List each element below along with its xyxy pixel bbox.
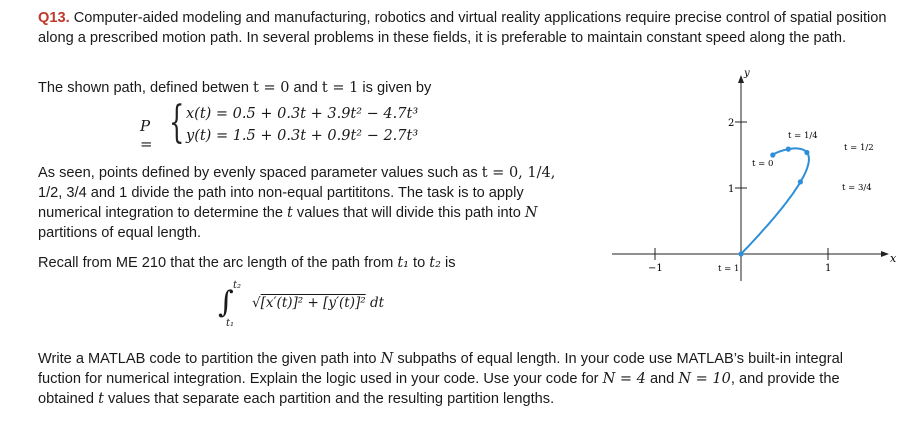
- path-def-t0: t = 0: [253, 80, 290, 96]
- path-points: [738, 147, 809, 257]
- task-l3-post: values that separate each partition and the resulting partition lengths.: [103, 391, 555, 407]
- path-figure: [600, 68, 900, 283]
- integrand-body: [x′(t)]² + [y′(t)]²: [260, 295, 366, 311]
- question-intro-text: Computer-aided modeling and manufacturing, robotics and virtual reality applications require precise control of spatial position along a prescribed motion path. In several problems in these fields, it is preferable to maintain constant speed along the path.: [38, 10, 887, 46]
- equation-brace: {: [169, 97, 185, 148]
- task-l2-n10: N = 10: [678, 371, 731, 387]
- partition-l1-math: t = 0, 1/4,: [481, 165, 556, 181]
- task-l2-pre: fuction for numerical integration. Explain the logic used in your code. Use your code for: [38, 371, 603, 387]
- arc-length-integral: [218, 280, 438, 333]
- task-l1-post: subpaths of equal length. In your code use MATLAB’s built-in integral: [393, 351, 843, 367]
- x-axis-label: x: [890, 252, 897, 265]
- path-def-and: and: [289, 80, 322, 96]
- partition-l2: 1/2, 3/4 and 1 divide the path into non-equal partititons. The task is to apply: [38, 185, 524, 201]
- question-number: Q13.: [38, 10, 70, 26]
- recall-t2: t₂: [429, 255, 441, 271]
- path-point-3: [798, 179, 803, 184]
- partition-paragraph: [38, 163, 598, 243]
- task-l3-t: t: [98, 391, 104, 407]
- integral-sign: ∫: [218, 285, 234, 320]
- tick-label-x-neg1: −1: [648, 263, 663, 274]
- question-intro: [38, 8, 898, 48]
- label-t1: t = 1: [718, 264, 740, 274]
- integrand: [252, 295, 384, 311]
- recall-pre: Recall from ME 210 that the arc length of the path from: [38, 255, 398, 271]
- label-t0: t = 0: [752, 159, 774, 169]
- recall-post: is: [440, 255, 456, 271]
- label-t34: t = 3/4: [842, 183, 872, 193]
- path-def-post: is given by: [358, 80, 432, 96]
- recall-mid: to: [409, 255, 430, 271]
- path-point-4: [738, 251, 743, 256]
- partition-l3-mid: values that will divide this path into: [292, 205, 525, 221]
- task-paragraph: [38, 349, 898, 409]
- partition-l4: partitions of equal length.: [38, 225, 202, 241]
- path-def-t1: t = 1: [321, 80, 359, 96]
- task-l3-pre: obtained: [38, 391, 99, 407]
- label-t12: t = 1/2: [844, 143, 874, 153]
- path-point-1: [786, 147, 791, 152]
- equation-lhs: P =: [140, 117, 153, 153]
- tick-label-x-1: 1: [825, 263, 832, 274]
- label-t14: t = 1/4: [788, 131, 818, 141]
- recall-sentence: [38, 253, 456, 273]
- task-l2-n4: N = 4: [602, 371, 646, 387]
- path-def-pre: The shown path, defined betwen: [38, 80, 254, 96]
- partition-l1: As seen, points defined by evenly spaced parameter values such as: [38, 165, 482, 181]
- sqrt-sign: √: [252, 295, 261, 311]
- tick-label-y-2: 2: [728, 118, 735, 129]
- integrand-dt: dt: [365, 295, 385, 311]
- task-l1-n: N: [380, 351, 394, 367]
- task-l1-pre: Write a MATLAB code to partition the given path into: [38, 351, 381, 367]
- partition-l3-n: N: [524, 205, 538, 221]
- integral-lower-limit: t₁: [226, 318, 235, 329]
- path-definition: [38, 78, 431, 98]
- tick-label-y-1: 1: [728, 184, 735, 195]
- y-axis-label: y: [744, 68, 750, 79]
- integral-upper-limit: t₂: [233, 280, 242, 291]
- equation-y: y(t) = 1.5 + 0.3t + 0.9t² − 2.7t³: [186, 128, 419, 144]
- path-point-0: [770, 152, 775, 157]
- recall-t1: t₁: [397, 255, 409, 271]
- task-l2-post: , and provide the: [730, 371, 840, 387]
- partition-l3-pre: numerical integration to determine the: [38, 205, 288, 221]
- equation-x: x(t) = 0.5 + 0.3t + 3.9t² − 4.7t³: [186, 106, 419, 122]
- partition-l3-t: t: [287, 205, 293, 221]
- path-point-2: [804, 150, 809, 155]
- task-l2-and: and: [645, 371, 679, 387]
- path-figure-svg: [600, 68, 900, 283]
